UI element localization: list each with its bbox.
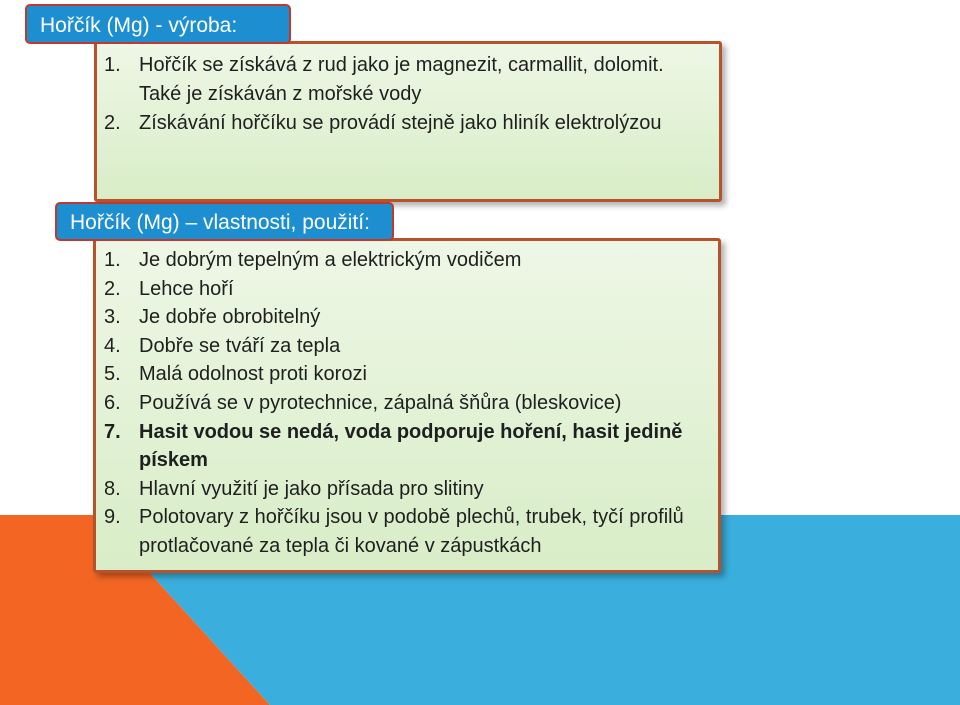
list-item — [104, 303, 704, 332]
list-item — [104, 389, 704, 418]
list-item-text: Hasit vodou se nedá, voda podporuje hoření, hasit jedině pískem — [139, 420, 683, 472]
list-item-text: Dobře se tváří za tepla — [139, 334, 341, 357]
list-item-number: 9. — [104, 506, 121, 529]
production-section-title: Hořčík (Mg) - výroba: — [25, 4, 291, 44]
production-list — [104, 51, 704, 138]
list-item-number: 4. — [104, 334, 121, 357]
list-item-number: 2. — [104, 112, 121, 134]
list-item-number: 5. — [104, 363, 121, 386]
list-item-text: Hořčík se získává z rud jako je magnezit, carmallit, dolomit. Také je získáván z mořské vody — [139, 54, 664, 105]
list-item-number: 3. — [104, 306, 121, 329]
list-item-text: Používá se v pyrotechnice, zápalná šňůra (bleskovice) — [139, 391, 622, 414]
list-item-number: 2. — [104, 277, 121, 300]
properties-list — [104, 246, 704, 561]
list-item-text: Lehce hoří — [139, 277, 234, 300]
list-item-number: 7. — [104, 420, 121, 443]
list-item-number: 6. — [104, 391, 121, 414]
list-item — [104, 275, 704, 304]
list-item — [104, 332, 704, 361]
list-item-text: Je dobře obrobitelný — [139, 306, 321, 329]
list-item-text: Polotovary z hořčíku jsou v podobě plechů, trubek, tyčí profilů protlačované za tepla či kované v zápustkách — [139, 506, 684, 557]
list-item — [104, 475, 704, 504]
list-item — [104, 503, 704, 560]
list-item-text: Malá odolnost proti korozi — [139, 363, 367, 386]
list-item — [104, 51, 704, 109]
list-item — [104, 360, 704, 389]
list-item-highlighted — [104, 418, 704, 475]
list-item-text: Je dobrým tepelným a elektrickým vodičem — [139, 249, 522, 271]
properties-section-title: Hořčík (Mg) – vlastnosti, použití: — [55, 202, 394, 241]
list-item-number: 8. — [104, 477, 121, 500]
list-item — [104, 246, 704, 275]
list-item-number: 1. — [104, 54, 121, 76]
list-item-number: 1. — [104, 249, 121, 271]
list-item — [104, 109, 704, 138]
list-item-text: Získávání hořčíku se provádí stejně jako hliník elektrolýzou — [139, 112, 662, 134]
list-item-text: Hlavní využití je jako přísada pro slitiny — [139, 477, 484, 500]
